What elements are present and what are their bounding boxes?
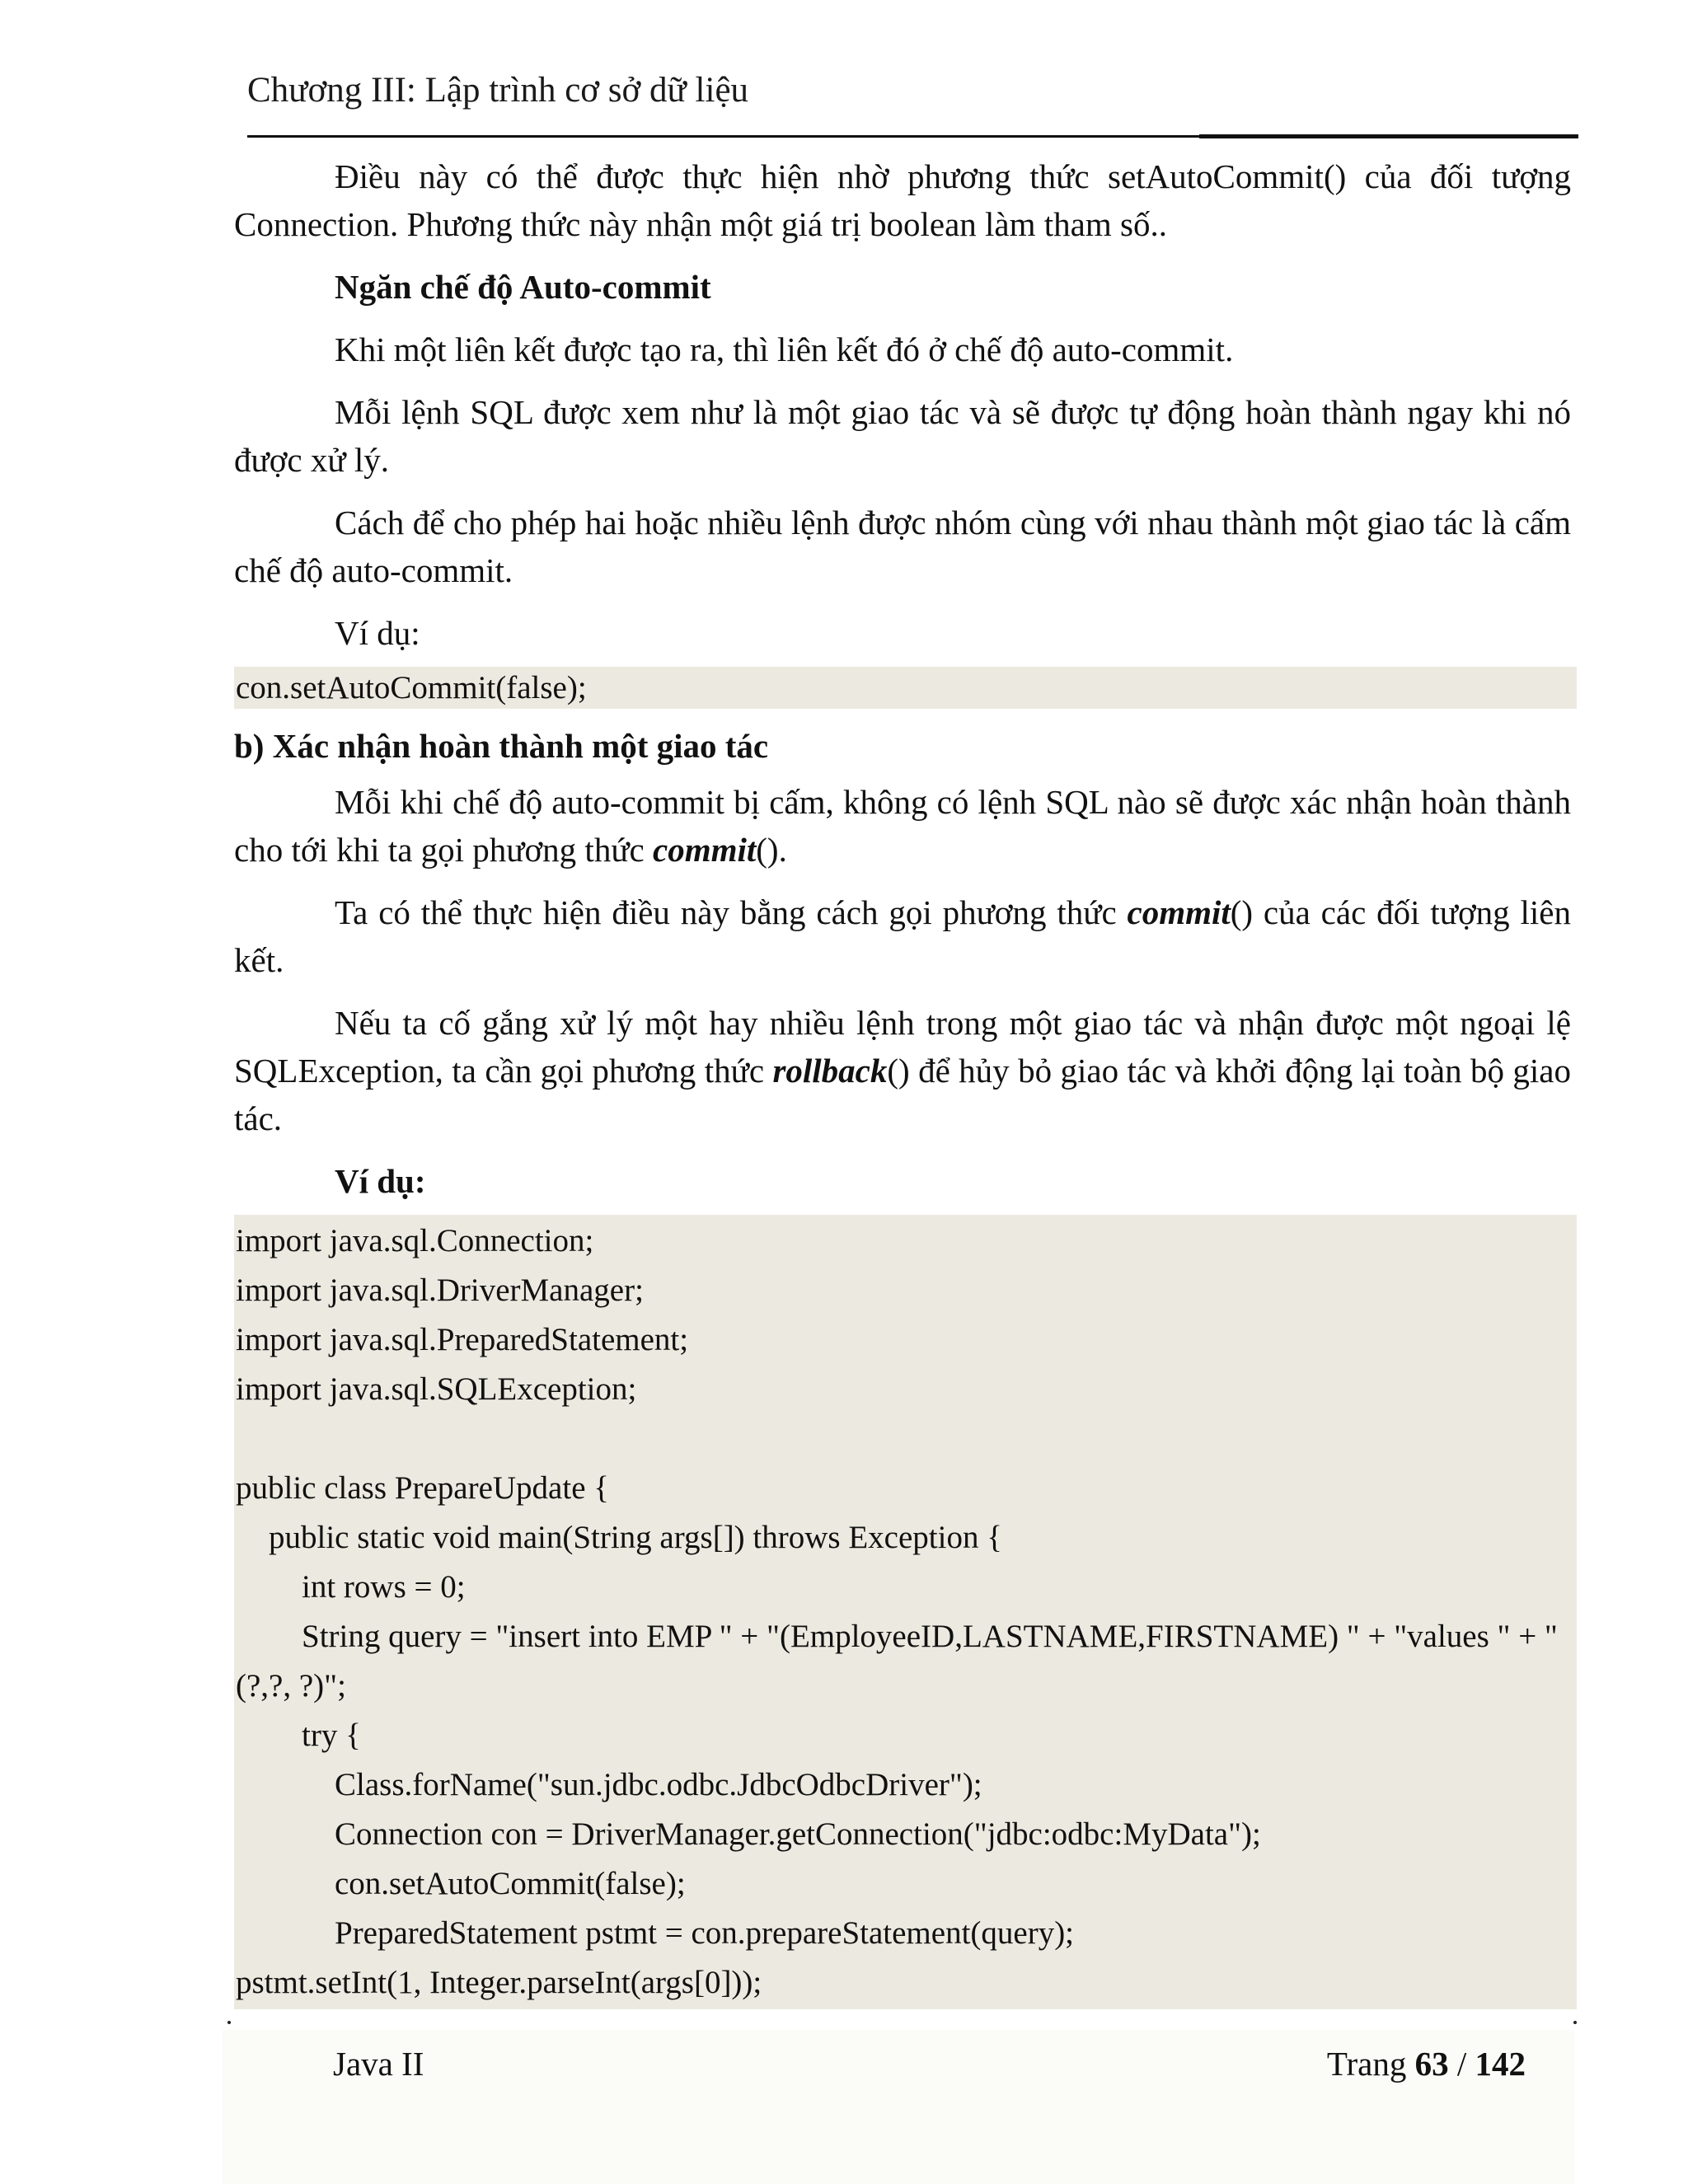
code-line-import-preparedstatement: import java.sql.PreparedStatement; [236,1322,689,1357]
code-line: con.setAutoCommit(false); [236,670,587,705]
code-line-blank [236,1414,1577,1464]
text-segment: Mỗi khi chế độ auto-commit bị cấm, không có lệnh SQL nào sẽ được xác nhận hoàn thành cho tới khi ta gọi phương thức [234,783,1571,869]
page-separator: / [1448,2045,1475,2083]
text-segment: () của các đối tượng liên kết. [234,893,1571,979]
method-name-rollback: rollback [772,1052,888,1090]
header-rule-accent [1199,134,1578,138]
page-label: Trang [1326,2045,1415,2083]
code-line-try: try { [302,1718,361,1753]
corner-dot-right [1573,2021,1577,2024]
subheading-prevent-autocommit: Ngăn chế độ Auto-commit [335,268,711,306]
code-block-setautocommit [234,667,1577,709]
page-current: 63 [1414,2045,1449,2083]
method-name-commit: commit [1127,893,1231,931]
paragraph-setautocommit: Điều này có thể được thực hiện nhờ phương thức setAutoCommit() của đối tượng Connection. Phương thức này nhận một giá trị boolean làm tham số.. [234,157,1571,243]
code-line-query-string [236,1612,1577,1711]
code-line-import-connection: import java.sql.Connection; [236,1223,594,1258]
code-line-main-decl: public static void main(String args[]) throws Exception { [269,1520,1002,1555]
code-text: String query = "insert into EMP " + "(EmployeeID,LASTNAME,FIRSTNAME) " + "values " + "(?,?, ?)"; [236,1619,1558,1704]
code-block-prepareupdate [234,1215,1577,2009]
paragraph-commit-call [234,888,1571,984]
code-line-class-forname: Class.forName("sun.jdbc.odbc.JdbcOdbcDriver"); [335,1767,982,1802]
code-line-rows-init: int rows = 0; [302,1569,466,1605]
code-line-get-connection: Connection con = DriverManager.getConnection("jdbc:odbc:MyData"); [335,1816,1261,1852]
section-heading-commit: b) Xác nhận hoàn thành một giao tác [234,727,769,765]
example-label-1: Ví dụ: [335,614,420,652]
code-line-import-sqlexception: import java.sql.SQLException; [236,1371,637,1407]
header-rule [247,135,1199,138]
chapter-header: Chương III: Lập trình cơ sở dữ liệu [247,71,749,110]
paragraph-sql-transaction: Mỗi lệnh SQL được xem như là một giao tác và sẽ được tự động hoàn thành ngay khi nó được xử lý. [234,393,1571,479]
text-segment: Ta có thể thực hiện điều này bằng cách gọi phương thức [335,893,1128,931]
text-segment: (). [756,831,787,869]
paragraph-autocommit-default: Khi một liên kết được tạo ra, thì liên kết đó ở chế độ auto-commit. [335,330,1234,368]
corner-dot-left [227,2021,231,2024]
example-label-2: Ví dụ: [335,1162,426,1200]
paragraph-rollback [234,999,1571,1142]
paragraph-commit-required [234,778,1571,874]
paragraph-group-statements: Cách để cho phép hai hoặc nhiều lệnh được nhóm cùng với nhau thành một giao tác là cấm chế độ auto-commit. [234,504,1571,589]
code-line-class-decl: public class PrepareUpdate { [236,1470,609,1506]
text-segment: Nếu ta cố gắng xử lý một hay nhiều lệnh trong một giao tác và nhận được một ngoại lệ SQLException, ta cần gọi phương thức [234,1004,1571,1090]
code-line-setint: pstmt.setInt(1, Integer.parseInt(args[0])); [236,1965,762,2000]
code-line-import-drivermanager: import java.sql.DriverManager; [236,1272,644,1308]
code-line-preparestatement: PreparedStatement pstmt = con.prepareStatement(query); [335,1915,1075,1951]
code-line-setautocommit: con.setAutoCommit(false); [335,1866,686,1901]
footer-course-name: Java II [333,2045,424,2083]
footer-page-number [1327,2040,1526,2088]
page-total: 142 [1475,2045,1526,2083]
page-content [234,152,1571,2009]
text-segment: () để hủy bỏ giao tác và khởi động lại toàn bộ giao tác. [234,1052,1571,1137]
method-name-commit: commit [653,831,757,869]
